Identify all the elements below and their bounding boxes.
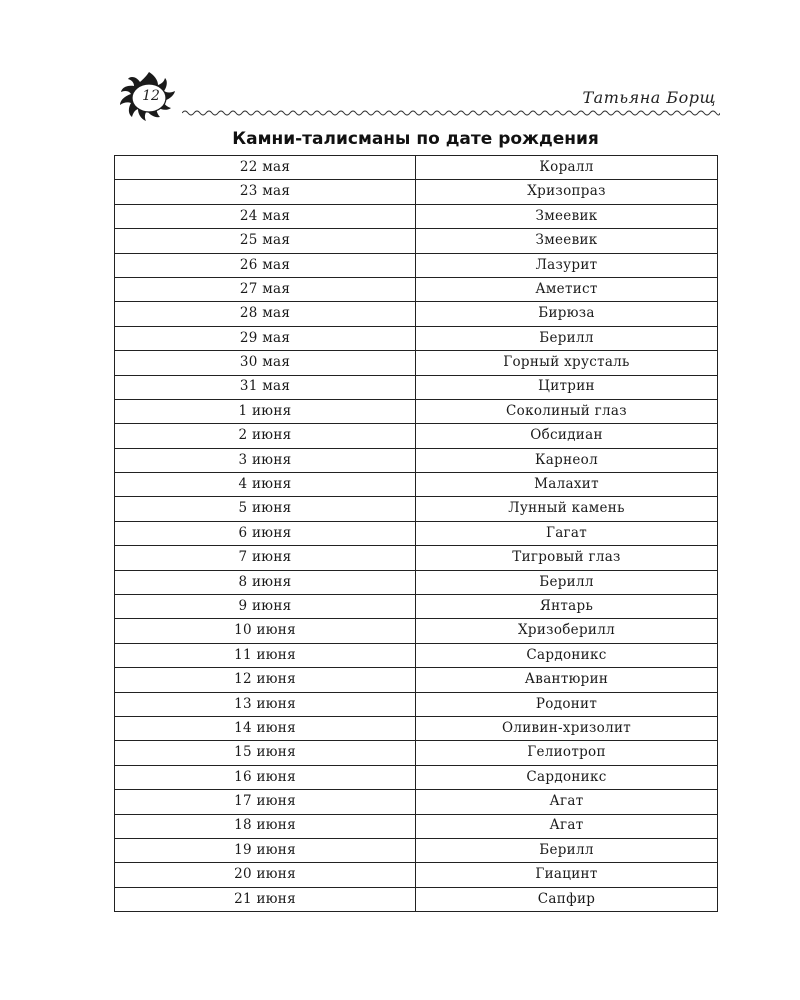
page-number: 12 [142,88,160,104]
stone-cell: Гиацинт [416,863,718,887]
table-row [115,570,718,594]
date-cell: 10 июня [115,619,416,643]
table-row [115,204,718,228]
date-cell: 18 июня [115,814,416,838]
date-cell: 26 мая [115,253,416,277]
table-row [115,814,718,838]
date-cell: 3 июня [115,448,416,472]
stone-cell: Оливин-хризолит [416,716,718,740]
date-cell: 2 июня [115,424,416,448]
date-cell: 8 июня [115,570,416,594]
table-row [115,595,718,619]
table-row [115,887,718,911]
date-cell: 9 июня [115,595,416,619]
stone-cell: Берилл [416,326,718,350]
page-header [112,70,718,122]
date-cell: 20 июня [115,863,416,887]
table-row [115,424,718,448]
date-cell: 14 июня [115,716,416,740]
date-cell: 13 июня [115,692,416,716]
date-cell: 29 мая [115,326,416,350]
stone-cell: Горный хрусталь [416,351,718,375]
stone-cell: Сапфир [416,887,718,911]
stone-cell: Янтарь [416,595,718,619]
stone-cell: Лунный камень [416,497,718,521]
stone-cell: Хризопраз [416,180,718,204]
table-row [115,375,718,399]
table-row [115,838,718,862]
date-cell: 12 июня [115,668,416,692]
stone-cell: Лазурит [416,253,718,277]
date-cell: 27 мая [115,277,416,301]
date-cell: 5 июня [115,497,416,521]
stone-cell: Обсидиан [416,424,718,448]
table-row [115,546,718,570]
table-row [115,863,718,887]
table-row [115,253,718,277]
table-row [115,473,718,497]
table-row [115,643,718,667]
stone-cell: Берилл [416,570,718,594]
table-row [115,277,718,301]
table-row [115,180,718,204]
stone-cell: Берилл [416,838,718,862]
stone-cell: Малахит [416,473,718,497]
stone-cell: Аметист [416,277,718,301]
table-row [115,619,718,643]
table-row [115,716,718,740]
stone-cell: Бирюза [416,302,718,326]
stone-cell: Коралл [416,156,718,180]
stone-cell: Хризоберилл [416,619,718,643]
date-cell: 19 июня [115,838,416,862]
table-row [115,765,718,789]
date-cell: 7 июня [115,546,416,570]
date-cell: 15 июня [115,741,416,765]
table-row [115,326,718,350]
table-row [115,229,718,253]
date-cell: 31 мая [115,375,416,399]
date-cell: 1 июня [115,399,416,423]
stone-cell: Сардоникс [416,765,718,789]
table-row [115,399,718,423]
stone-cell: Цитрин [416,375,718,399]
birthstone-table [114,155,718,912]
date-cell: 11 июня [115,643,416,667]
stone-cell: Авантюрин [416,668,718,692]
table-row [115,668,718,692]
date-cell: 28 мая [115,302,416,326]
stone-cell: Агат [416,814,718,838]
wavy-divider [182,108,720,118]
date-cell: 6 июня [115,521,416,545]
table-body [115,156,718,912]
stone-cell: Карнеол [416,448,718,472]
table-row [115,351,718,375]
stone-cell: Гагат [416,521,718,545]
table-row [115,741,718,765]
stone-cell: Сардоникс [416,643,718,667]
date-cell: 17 июня [115,790,416,814]
stone-cell: Соколиный глаз [416,399,718,423]
date-cell: 4 июня [115,473,416,497]
date-cell: 21 июня [115,887,416,911]
stone-cell: Змеевик [416,204,718,228]
table-row [115,692,718,716]
table-title: Камни-талисманы по дате рождения [232,129,599,149]
table-row [115,448,718,472]
table-row [115,790,718,814]
date-cell: 24 мая [115,204,416,228]
table-row [115,156,718,180]
stone-cell: Агат [416,790,718,814]
date-cell: 16 июня [115,765,416,789]
date-cell: 22 мая [115,156,416,180]
date-cell: 23 мая [115,180,416,204]
date-cell: 30 мая [115,351,416,375]
stone-cell: Змеевик [416,229,718,253]
table-row [115,521,718,545]
table-row [115,302,718,326]
stone-cell: Тигровый глаз [416,546,718,570]
date-cell: 25 мая [115,229,416,253]
stone-cell: Родонит [416,692,718,716]
stone-cell: Гелиотроп [416,741,718,765]
running-head-author: Татьяна Борщ [582,88,716,107]
table-row [115,497,718,521]
